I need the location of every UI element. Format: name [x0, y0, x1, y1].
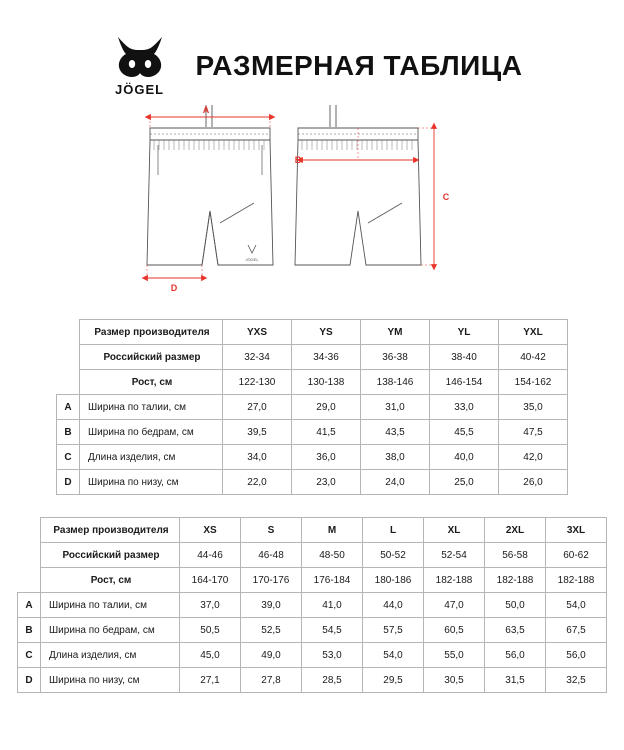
- cell: YXS: [223, 320, 292, 345]
- cell: 154-162: [499, 370, 568, 395]
- cell: 50,5: [180, 618, 241, 643]
- cell: 41,5: [292, 420, 361, 445]
- row-label: Ширина по бедрам, см: [80, 420, 223, 445]
- cell: YXL: [499, 320, 568, 345]
- cell: 35,0: [499, 395, 568, 420]
- table-row: [18, 543, 607, 568]
- row-letter: [18, 543, 41, 568]
- cell: 54,5: [302, 618, 363, 643]
- cell: 54,0: [363, 643, 424, 668]
- table-row: [57, 345, 568, 370]
- cell: 39,0: [241, 593, 302, 618]
- cell: 27,1: [180, 668, 241, 693]
- cell: 63,5: [485, 618, 546, 643]
- cell: 38,0: [361, 445, 430, 470]
- row-letter: [18, 568, 41, 593]
- row-letter: C: [57, 445, 80, 470]
- cell: 138-146: [361, 370, 430, 395]
- table-row: [57, 370, 568, 395]
- row-label: Длина изделия, см: [80, 445, 223, 470]
- cell: 44-46: [180, 543, 241, 568]
- cell: L: [363, 518, 424, 543]
- technical-drawing: [0, 103, 624, 303]
- cell: 29,0: [292, 395, 361, 420]
- cell: 60,5: [424, 618, 485, 643]
- measure-label-d: D: [170, 283, 178, 293]
- cell: M: [302, 518, 363, 543]
- table-row: [57, 395, 568, 420]
- table-row: [18, 568, 607, 593]
- youth-size-table: [56, 319, 568, 495]
- cell: 164-170: [180, 568, 241, 593]
- row-letter: A: [57, 395, 80, 420]
- cell: 40,0: [430, 445, 499, 470]
- cell: 22,0: [223, 470, 292, 495]
- cell: XS: [180, 518, 241, 543]
- cell: 48-50: [302, 543, 363, 568]
- row-label: Российский размер: [80, 345, 223, 370]
- brand-wordmark: JÖGEL: [114, 82, 165, 97]
- cell: 32,5: [546, 668, 607, 693]
- cell: 38-40: [430, 345, 499, 370]
- cell: 25,0: [430, 470, 499, 495]
- row-label: Размер производителя: [80, 320, 223, 345]
- page-header: [0, 0, 624, 97]
- cell: YL: [430, 320, 499, 345]
- cell: 67,5: [546, 618, 607, 643]
- table-row: [57, 470, 568, 495]
- cell: 130-138: [292, 370, 361, 395]
- youth-size-table-wrap: [0, 319, 624, 495]
- cell: 50-52: [363, 543, 424, 568]
- row-label: Длина изделия, см: [41, 643, 180, 668]
- brand-logo: [102, 34, 178, 97]
- cell: 41,0: [302, 593, 363, 618]
- row-letter: D: [57, 470, 80, 495]
- svg-text:JÖGEL: JÖGEL: [245, 257, 259, 262]
- bull-head-logo-icon: [112, 34, 168, 80]
- cell: 36-38: [361, 345, 430, 370]
- row-letter: [57, 320, 80, 345]
- table-row: [18, 668, 607, 693]
- cell: 36,0: [292, 445, 361, 470]
- cell: 27,8: [241, 668, 302, 693]
- cell: 56,0: [546, 643, 607, 668]
- table-row: [18, 593, 607, 618]
- row-label: Ширина по низу, см: [41, 668, 180, 693]
- cell: 37,0: [180, 593, 241, 618]
- row-label: Рост, см: [41, 568, 180, 593]
- cell: 3XL: [546, 518, 607, 543]
- row-label: Ширина по талии, см: [41, 593, 180, 618]
- cell: 45,5: [430, 420, 499, 445]
- table-row: [18, 618, 607, 643]
- cell: S: [241, 518, 302, 543]
- cell: 44,0: [363, 593, 424, 618]
- cell: 49,0: [241, 643, 302, 668]
- row-letter: [57, 370, 80, 395]
- cell: 32-34: [223, 345, 292, 370]
- row-letter: [57, 345, 80, 370]
- row-label: Ширина по талии, см: [80, 395, 223, 420]
- cell: 53,0: [302, 643, 363, 668]
- row-letter: C: [18, 643, 41, 668]
- cell: 42,0: [499, 445, 568, 470]
- row-label: Рост, см: [80, 370, 223, 395]
- cell: XL: [424, 518, 485, 543]
- cell: 2XL: [485, 518, 546, 543]
- cell: 47,5: [499, 420, 568, 445]
- cell: 31,0: [361, 395, 430, 420]
- cell: 40-42: [499, 345, 568, 370]
- cell: 170-176: [241, 568, 302, 593]
- cell: 29,5: [363, 668, 424, 693]
- measure-label-c: C: [442, 192, 450, 202]
- cell: 31,5: [485, 668, 546, 693]
- row-letter: D: [18, 668, 41, 693]
- cell: 146-154: [430, 370, 499, 395]
- cell: 27,0: [223, 395, 292, 420]
- cell: 182-188: [546, 568, 607, 593]
- cell: 46-48: [241, 543, 302, 568]
- cell: YM: [361, 320, 430, 345]
- cell: 39,5: [223, 420, 292, 445]
- cell: 54,0: [546, 593, 607, 618]
- cell: 50,0: [485, 593, 546, 618]
- cell: 45,0: [180, 643, 241, 668]
- cell: YS: [292, 320, 361, 345]
- table-row: [18, 643, 607, 668]
- cell: 182-188: [485, 568, 546, 593]
- table-row: [57, 420, 568, 445]
- cell: 26,0: [499, 470, 568, 495]
- row-label: Ширина по низу, см: [80, 470, 223, 495]
- cell: 52-54: [424, 543, 485, 568]
- row-label: Размер производителя: [41, 518, 180, 543]
- row-letter: B: [18, 618, 41, 643]
- measure-label-a: A: [202, 105, 210, 115]
- cell: 33,0: [430, 395, 499, 420]
- cell: 23,0: [292, 470, 361, 495]
- row-letter: A: [18, 593, 41, 618]
- cell: 60-62: [546, 543, 607, 568]
- adult-size-table-wrap: [0, 517, 624, 693]
- cell: 52,5: [241, 618, 302, 643]
- cell: 34,0: [223, 445, 292, 470]
- table-row: [18, 518, 607, 543]
- cell: 24,0: [361, 470, 430, 495]
- measure-label-b: B: [294, 155, 302, 165]
- cell: 55,0: [424, 643, 485, 668]
- cell: 56-58: [485, 543, 546, 568]
- cell: 182-188: [424, 568, 485, 593]
- cell: 30,5: [424, 668, 485, 693]
- cell: 56,0: [485, 643, 546, 668]
- cell: 180-186: [363, 568, 424, 593]
- adult-size-table: [17, 517, 607, 693]
- shorts-front-technical-drawing: [147, 105, 273, 265]
- cell: 28,5: [302, 668, 363, 693]
- table-row: [57, 445, 568, 470]
- table-row: [57, 320, 568, 345]
- cell: 34-36: [292, 345, 361, 370]
- cell: 43,5: [361, 420, 430, 445]
- row-label: Ширина по бедрам, см: [41, 618, 180, 643]
- row-label: Российский размер: [41, 543, 180, 568]
- page-title: РАЗМЕРНАЯ ТАБЛИЦА: [195, 49, 523, 81]
- cell: 57,5: [363, 618, 424, 643]
- cell: 122-130: [223, 370, 292, 395]
- cell: 47,0: [424, 593, 485, 618]
- row-letter: B: [57, 420, 80, 445]
- row-letter: [18, 518, 41, 543]
- cell: 176-184: [302, 568, 363, 593]
